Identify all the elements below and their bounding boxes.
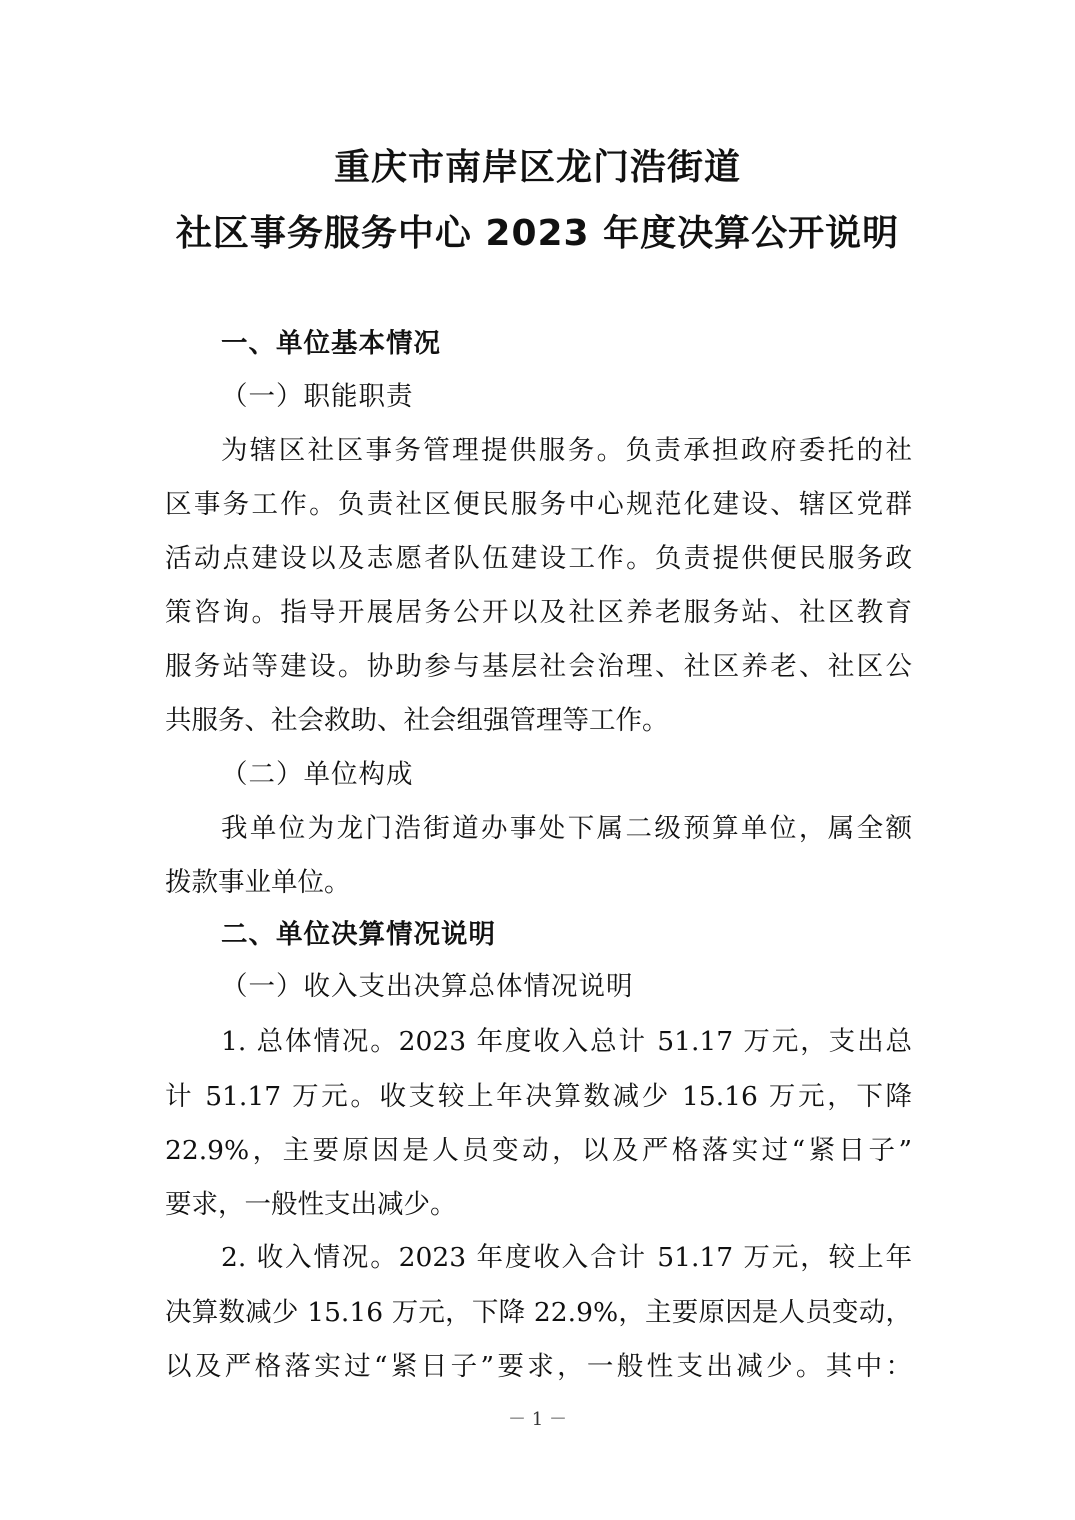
paragraph-line: 计 51.17 万元。收支较上年决算数减少 15.16 万元，下降: [165, 1081, 912, 1112]
page-number: － 1 －: [508, 1409, 567, 1430]
paragraph-line: 我单位为龙门浩街道办事处下属二级预算单位，属全额: [221, 813, 912, 844]
paragraph-line: 拨款事业单位。: [165, 867, 351, 898]
paragraph-line: 以及严格落实过“紧日子”要求，一般性支出减少。其中：: [165, 1351, 912, 1382]
paragraph-line: 服务站等建设。协助参与基层社会治理、社区养老、社区公: [165, 651, 912, 682]
document-title-line-2: 社区事务服务中心 2023 年度决算公开说明: [175, 213, 900, 254]
paragraph-line: 决算数减少 15.16 万元，下降 22.9%，主要原因是人员变动，: [165, 1297, 912, 1328]
subheading-unit-composition: （二）单位构成: [221, 759, 414, 790]
section-heading-unit-basic-info: 一、单位基本情况: [221, 328, 441, 359]
paragraph-line: 共服务、社会救助、社会组强管理等工作。: [165, 705, 669, 736]
paragraph-line: 活动点建设以及志愿者队伍建设工作。负责提供便民服务政: [165, 543, 912, 574]
paragraph-line: 为辖区社区事务管理提供服务。负责承担政府委托的社: [221, 435, 912, 466]
paragraph-line: 22.9%，主要原因是人员变动，以及严格落实过“紧日子”: [165, 1135, 912, 1166]
paragraph-line: 策咨询。指导开展居务公开以及社区养老服务站、社区教育: [165, 597, 912, 628]
subheading-income-expenditure-overview: （一）收入支出决算总体情况说明: [221, 971, 634, 1002]
paragraph-line: 2. 收入情况。2023 年度收入合计 51.17 万元，较上年: [221, 1242, 912, 1273]
paragraph-line: 1. 总体情况。2023 年度收入总计 51.17 万元，支出总: [221, 1026, 912, 1057]
paragraph-line: 区事务工作。负责社区便民服务中心规范化建设、辖区党群: [165, 489, 912, 520]
subheading-functions-duties: （一）职能职责: [221, 381, 414, 412]
paragraph-line: 要求，一般性支出减少。: [165, 1189, 457, 1220]
document-title-line-1: 重庆市南岸区龙门浩街道: [333, 147, 741, 188]
section-heading-final-accounts: 二、单位决算情况说明: [221, 919, 496, 950]
